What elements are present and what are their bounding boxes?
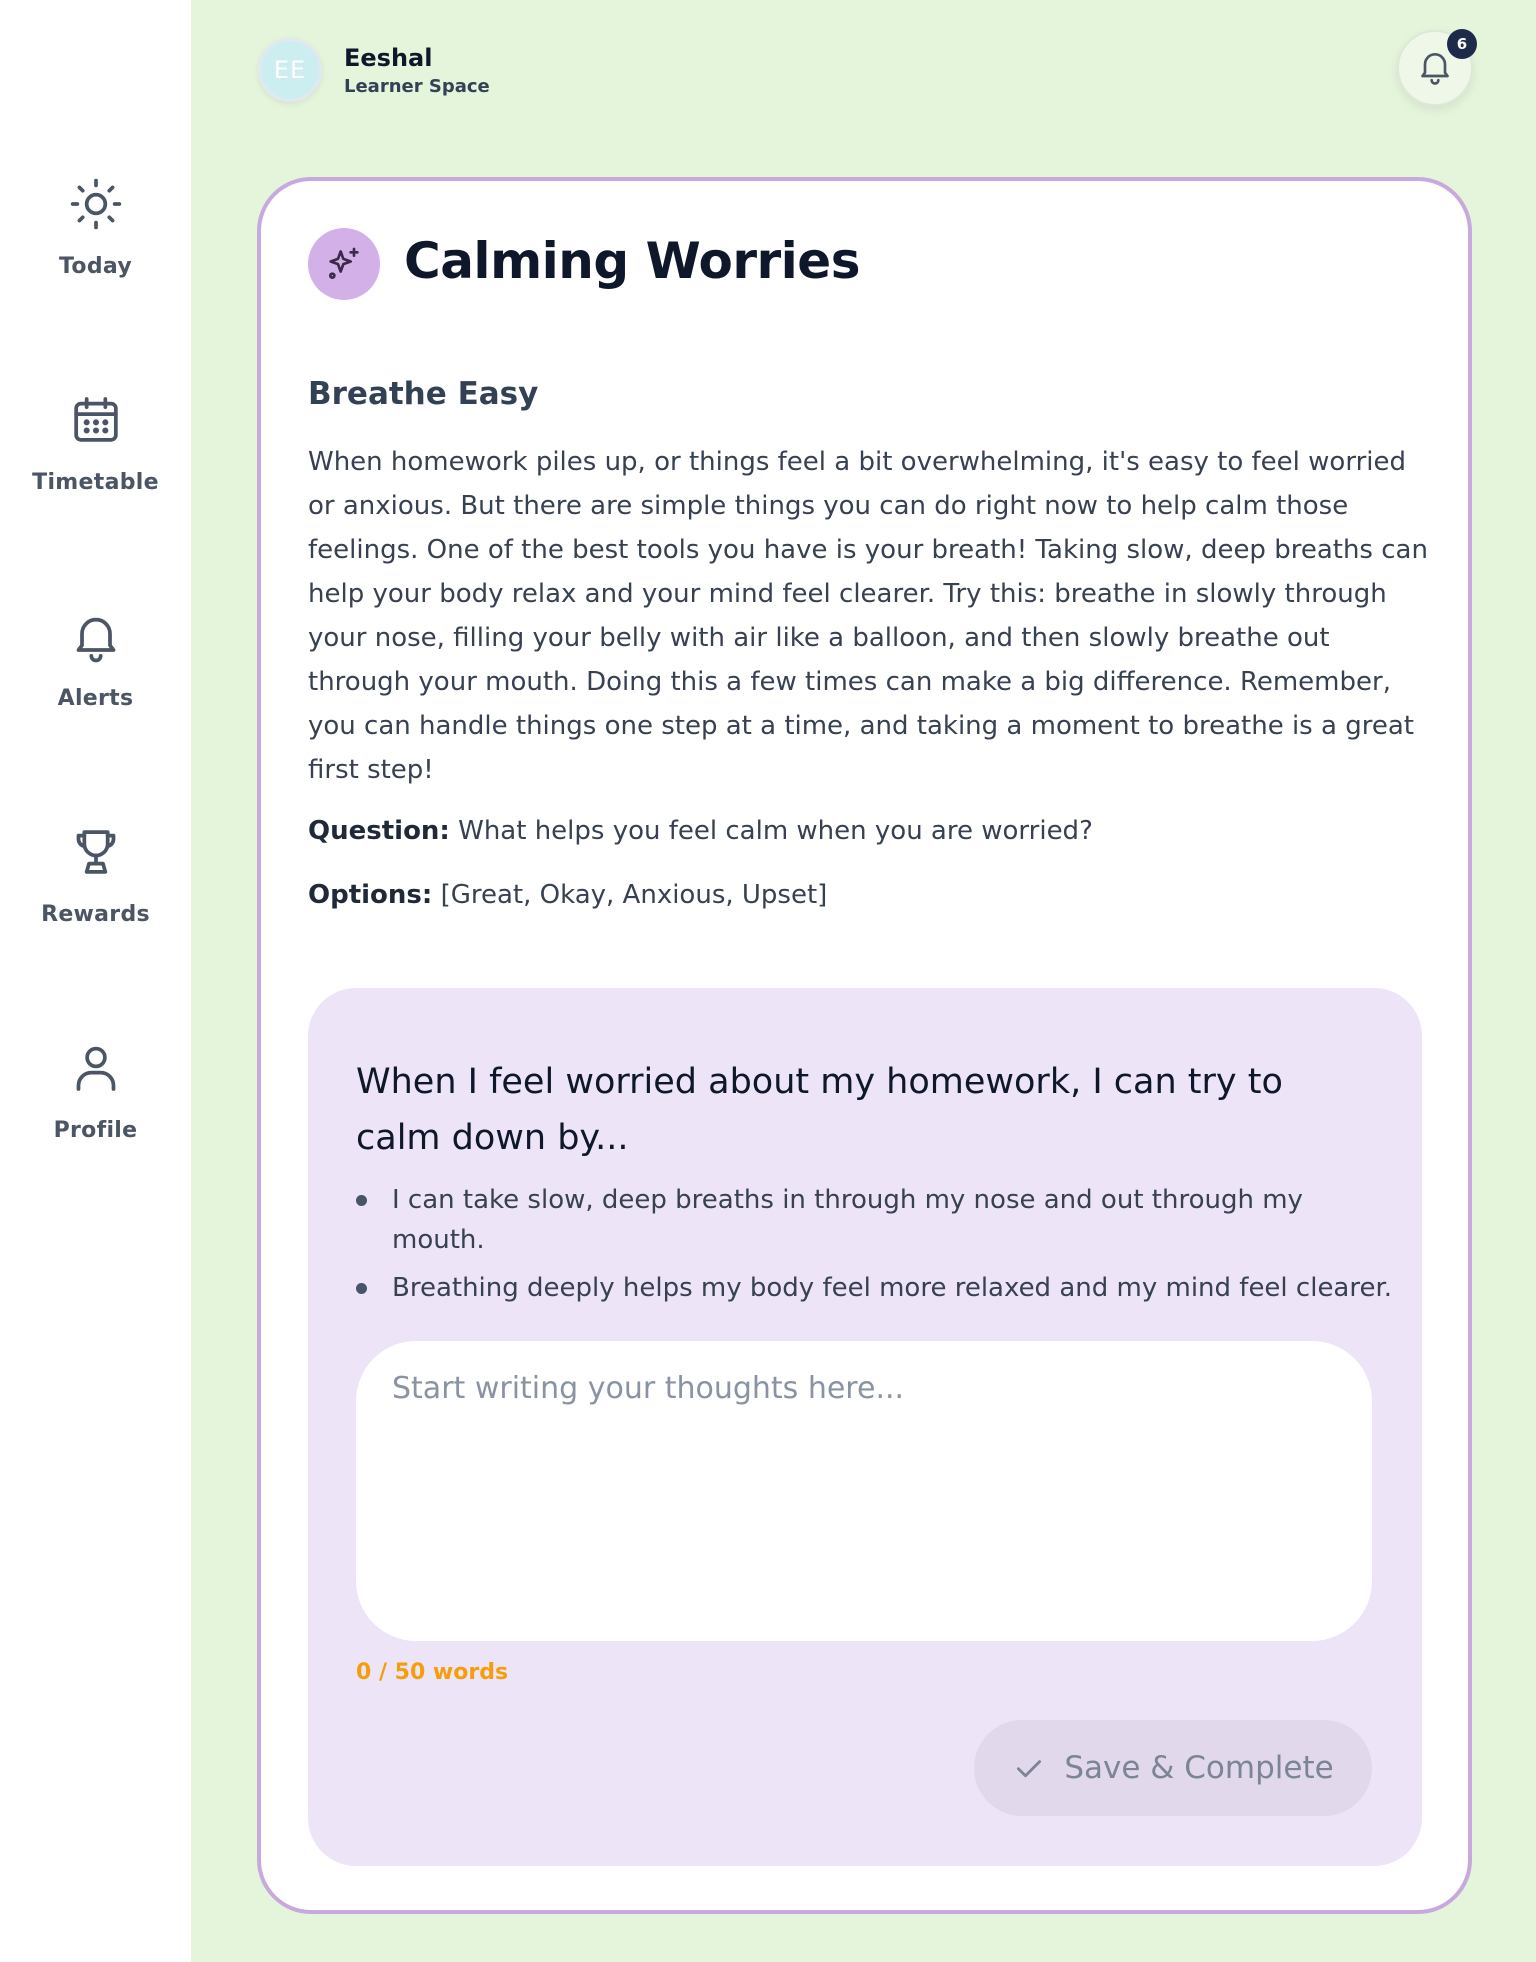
options-label: Options:	[308, 880, 433, 910]
avatar[interactable]: EE	[258, 38, 322, 102]
sidebar-item-rewards[interactable]	[0, 824, 191, 984]
page-title: Calming Worries	[404, 232, 860, 290]
sidebar-item-label: Today	[59, 254, 132, 279]
sparkles-icon	[308, 228, 380, 300]
sidebar-item-label: Timetable	[32, 470, 159, 495]
options-line	[308, 880, 827, 910]
section-title: Breathe Easy	[308, 376, 539, 412]
hint-text: Breathing deeply helps my body feel more relaxed and my mind feel clearer.	[392, 1273, 1393, 1303]
save-button-label: Save & Complete	[1064, 1750, 1334, 1786]
notification-count-badge: 6	[1447, 29, 1477, 59]
list-item	[356, 1180, 1396, 1260]
lesson-body: When homework piles up, or things feel a bit overwhelming, it's easy to feel worried or anxious. But there are simple things you can do right now to help calm those feelings. One of the best tools you have is your breath! Taking slow, deep breaths can help your body relax and your mind feel clearer. Try this: breathe in slowly through your nose, filling your belly with air like a balloon, and then slowly breathe out through your mouth. Doing this a few times can make a big difference. Remember, you can handle things one step at a time, and taking a moment to breathe is a great first step!	[308, 447, 1428, 785]
reflection-prompt: When I feel worried about my homework, I can try to calm down by...	[356, 1062, 1283, 1158]
sidebar-item-label: Rewards	[41, 902, 150, 927]
calendar-icon	[68, 392, 124, 448]
sun-icon	[68, 176, 124, 232]
sidebar-item-timetable[interactable]	[0, 392, 191, 552]
list-item	[356, 1268, 1396, 1308]
user-icon	[68, 1040, 124, 1096]
bullet-dot	[356, 1283, 367, 1294]
user-name: Eeshal	[344, 44, 433, 72]
bell-icon	[68, 608, 124, 664]
sidebar-item-label: Profile	[53, 1118, 138, 1143]
bullet-dot	[356, 1195, 367, 1206]
question-label: Question:	[308, 816, 450, 846]
sidebar-item-alerts[interactable]	[0, 608, 191, 768]
hint-text: I can take slow, deep breaths in through my nose and out through my mouth.	[392, 1185, 1303, 1255]
trophy-icon	[68, 824, 124, 880]
sidebar-item-label: Alerts	[57, 686, 134, 711]
thoughts-textarea[interactable]	[356, 1341, 1372, 1641]
save-complete-button[interactable]	[974, 1720, 1372, 1816]
user-subtitle: Learner Space	[344, 76, 490, 97]
question-text: What helps you feel calm when you are worried?	[458, 816, 1093, 846]
sidebar-item-today[interactable]	[0, 176, 191, 336]
check-icon	[1012, 1751, 1046, 1785]
question-line	[308, 816, 1093, 846]
hint-list	[356, 1180, 1396, 1316]
options-text: [Great, Okay, Anxious, Upset]	[440, 880, 828, 910]
word-count: 0 / 50 words	[356, 1660, 509, 1685]
sidebar	[0, 0, 191, 1962]
sidebar-item-profile[interactable]	[0, 1040, 191, 1200]
